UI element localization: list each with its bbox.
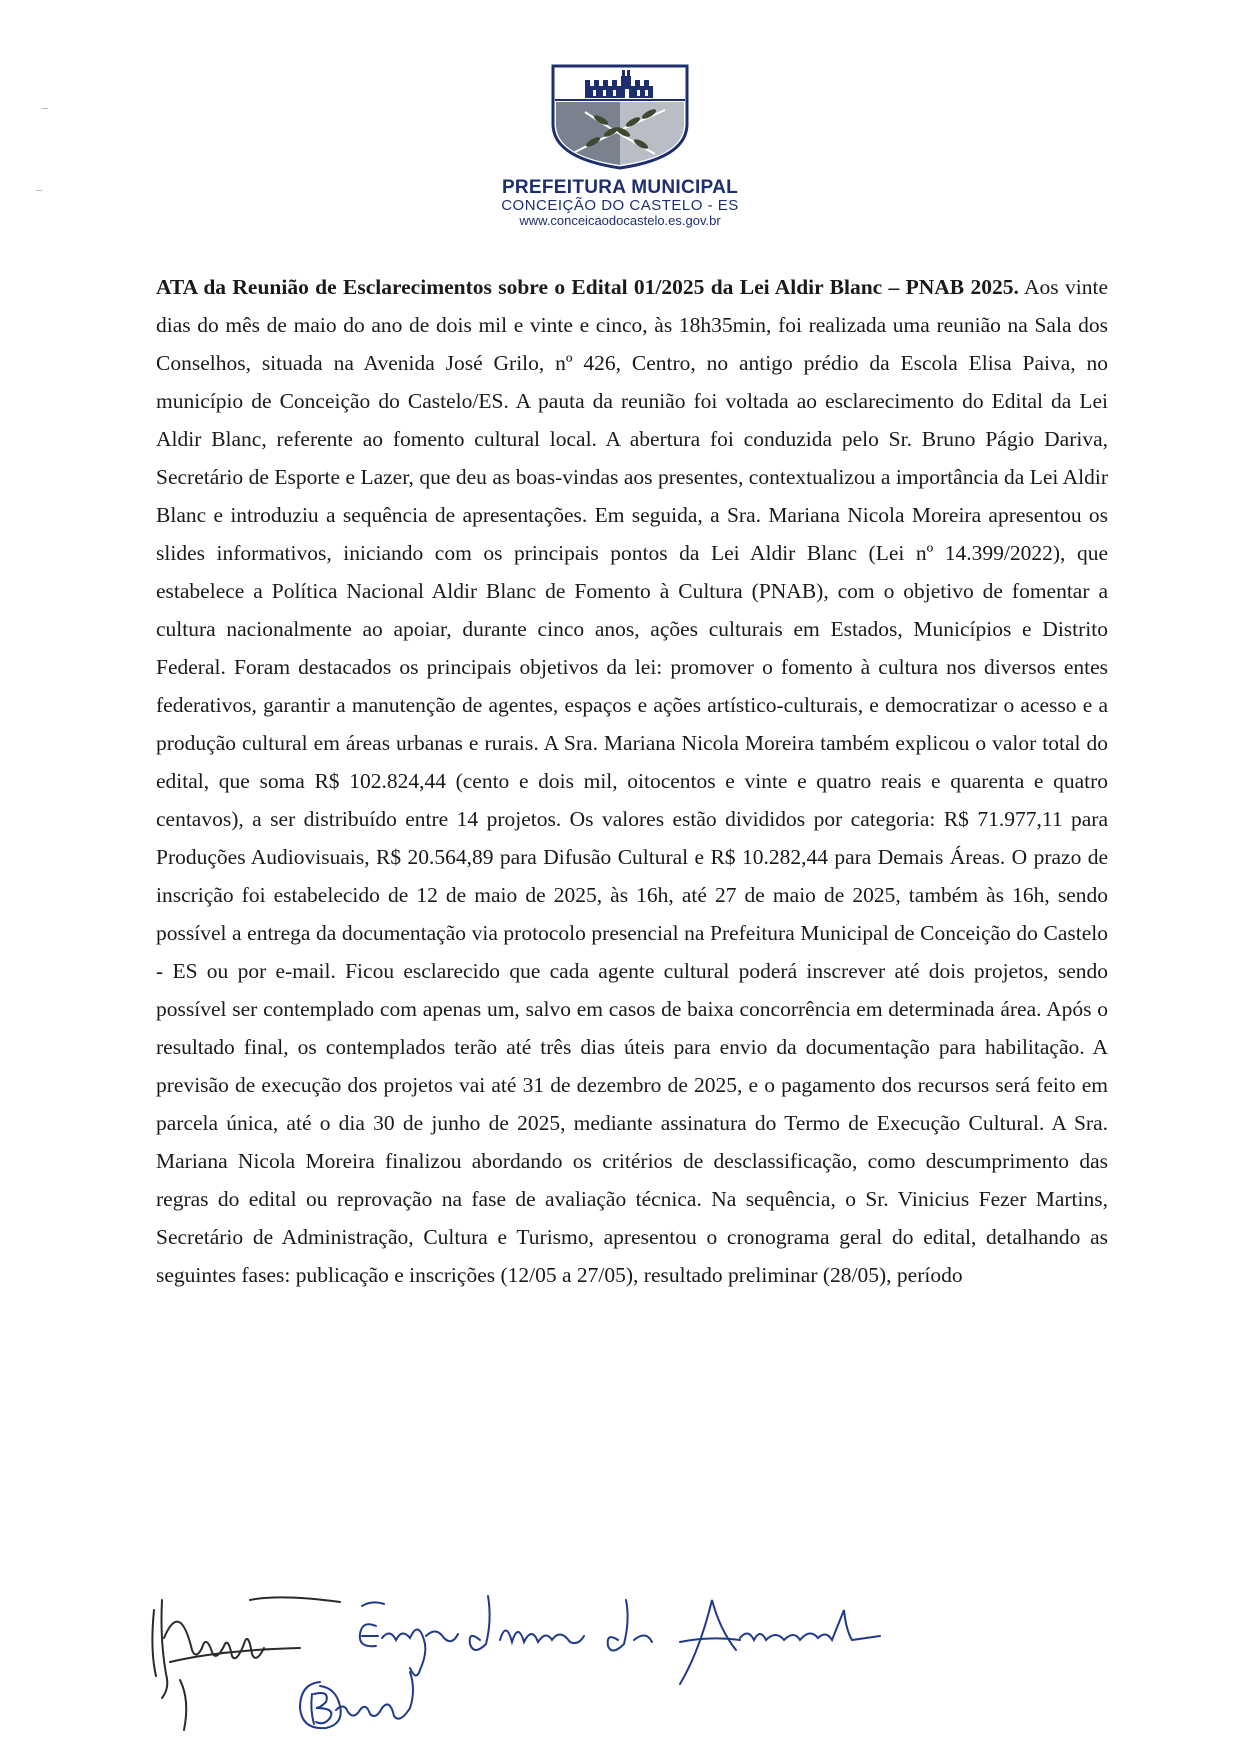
letterhead-city: CONCEIÇÃO DO CASTELO - ES [501, 197, 739, 214]
signature-enza [360, 1596, 880, 1684]
minutes-title: ATA da Reunião de Esclarecimentos sobre o Edital 01/2025 da Lei Aldir Blanc – PNAB 2025. [156, 275, 1019, 299]
signature-bruno [300, 1672, 413, 1728]
municipal-coat-of-arms-icon [545, 62, 695, 172]
minutes-body: Aos vinte dias do mês de maio do ano de dois mil e vinte e cinco, às 18h35min, foi realizada uma reunião na Sala dos Conselhos, situada na Avenida José Grilo, nº 426, Centro, no antigo prédio da Escola Elisa Paiva, no município de Conceição do Castelo/ES. A pauta da reunião foi voltada ao esclarecimento do Edital da Lei Aldir Blanc, referente ao fomento cultural local. A abertura foi conduzida pelo Sr. Bruno Págio Dariva, Secretário de Esporte e Lazer, que deu as boas-vindas aos presentes, contextualizou a importância da Lei Aldir Blanc e introduziu a sequência de apresentações. Em seguida, a Sra. Mariana Nicola Moreira apresentou os slides informativos, iniciando com os principais pontos da Lei Aldir Blanc (Lei nº 14.399/2022), que estabelece a Política Nacional Aldir Blanc de Fomento à Cultura (PNAB), com o objetivo de fomentar a cultura nacionalmente ao apoiar, durante cinco anos, ações culturais em Estados, Municípios e Distrito Federal. Foram destacados os principais objetivos da lei: promover o fomento à cultura nos diversos entes federativos, garantir a manutenção de agentes, espaços e ações artístico-culturais, e democratizar o acesso e a produção cultural em áreas urbanas e rurais. A Sra. Mariana Nicola Moreira também explicou o valor total do edital, que soma R$ 102.824,44 (cento e dois mil, oitocentos e vinte e quatro reais e quarenta e quatro centavos), a ser distribuído entre 14 projetos. Os valores estão divididos por categoria: R$ 71.977,11 para Produções Audiovisuais, R$ 20.564,89 para Difusão Cultural e R$ 10.282,44 para Demais Áreas. O prazo de inscrição foi estabelecido de 12 de maio de 2025, às 16h, até 27 de maio de 2025, também às 16h, sendo possível a entrega da documentação via protocolo presencial na Prefeitura Municipal de Conceição do Castelo - ES ou por e-mail. Ficou esclarecido que cada agente cultural poderá inscrever até dois projetos, sendo possível ser contemplado com apenas um, salvo em casos de baixa concorrência em determinada área. Após o resultado final, os contemplados terão até três dias úteis para envio da documentação para habilitação. A previsão de execução dos projetos vai até 31 de dezembro de 2025, e o pagamento dos recursos será feito em parcela única, até o dia 30 de junho de 2025, mediante assinatura do Termo de Execução Cultural. A Sra. Mariana Nicola Moreira finalizou abordando os critérios de desclassificação, como descumprimento das regras do edital ou reprovação na fase de avaliação técnica. Na sequência, o Sr. Vinicius Fezer Martins, Secretário de Administração, Cultura e Turismo, apresentou o cronograma geral do edital, detalhando as seguintes fases: publicação e inscrições (12/05 a 27/05), resultado preliminar (28/05), período [156, 275, 1108, 1287]
letterhead [0, 62, 1240, 228]
meeting-minutes-text [156, 268, 1108, 1294]
letterhead-title: PREFEITURA MUNICIPAL [501, 177, 739, 198]
letterhead-website: www.conceicaodocastelo.es.gov.br [519, 213, 721, 228]
signatures-area [140, 1590, 960, 1740]
